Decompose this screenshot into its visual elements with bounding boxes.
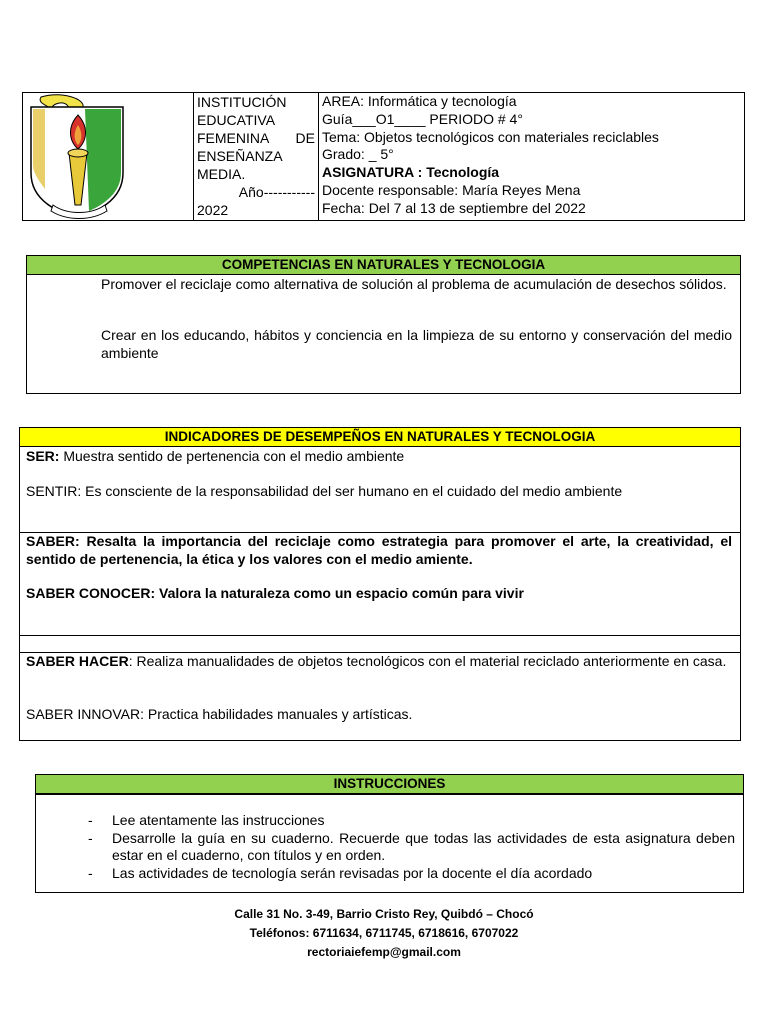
area-text: AREA: Informática y tecnología <box>322 93 517 109</box>
docente-text: Docente responsable: María Reyes Mena <box>322 181 581 198</box>
institution-line: ENSEÑANZA <box>197 148 283 164</box>
tema-text: Tema: Objetos tecnológicos con materiales reciclables <box>322 128 659 145</box>
institution-cell <box>194 93 319 220</box>
competencia-item: Crear en los educando, hábitos y conciencia en la limpieza de su entorno y conservación del medio ambiente <box>101 327 732 361</box>
institution-line: MEDIA. <box>197 166 246 182</box>
instrucciones-list <box>88 812 735 882</box>
competencias-title: COMPETENCIAS EN NATURALES Y TECNOLOGIA <box>27 256 740 275</box>
saber-innovar-indicator: SABER INNOVAR: Practica habilidades manuales y artísticas. <box>26 706 413 722</box>
saber-conocer-indicator: SABER CONOCER: Valora la naturaleza como un espacio común para vivir <box>26 585 524 601</box>
competencia-item: Promover el reciclaje como alternativa de solución al problema de acumulación de desechos sólidos. <box>101 276 727 292</box>
divider <box>36 794 743 795</box>
school-crest-logo <box>23 93 194 220</box>
list-item: - Lee atentamente las instrucciones <box>88 812 735 830</box>
indicadores-title: INDICADORES DE DESEMPEÑOS EN NATURALES Y TECNOLOGIA <box>20 428 740 447</box>
logo-cell <box>23 93 194 220</box>
ser-label: SER: <box>26 448 60 464</box>
ser-text: Muestra sentido de pertenencia con el medio ambiente <box>59 448 405 464</box>
grado-text: Grado: _ 5° <box>322 146 394 163</box>
footer-phones: Teléfonos: 6711634, 6711745, 6718616, 6707022 <box>249 926 519 940</box>
saber-hacer-text: : Realiza manualidades de objetos tecnológicos con el material reciclado anteriormente en casa. <box>128 653 727 669</box>
year-value: 2022 <box>197 202 229 218</box>
institution-word: FEMENINA <box>197 130 270 146</box>
divider <box>20 635 740 636</box>
competencias-section <box>26 255 741 394</box>
saber-hacer-indicator <box>26 653 732 671</box>
info-cell <box>319 93 744 220</box>
institution-word: DE <box>295 130 315 146</box>
saber-indicator: SABER: Resalta la importancia del reciclaje como estrategia para promover el arte, la creatividad, el sentido de pertenencia, la ética y los valores con el medio amiente. <box>26 533 732 567</box>
instrucciones-section <box>35 774 744 893</box>
institution-line: EDUCATIVA <box>197 112 276 128</box>
guia-text: Guía___O1____ PERIODO # 4° <box>322 110 523 127</box>
list-item: - Las actividades de tecnología serán revisadas por la docente el día acordado <box>88 865 735 883</box>
header-table <box>22 92 745 221</box>
sentir-indicator: SENTIR: Es consciente de la responsabilidad del ser humano en el cuidado del medio ambiente <box>26 483 623 499</box>
list-item: - Desarrolle la guía en su cuaderno. Recuerde que todas las actividades de esta asignatura deben estar en el cuaderno, con títulos y en orden. <box>88 830 735 865</box>
instrucciones-title: INSTRUCCIONES <box>36 775 743 794</box>
ser-indicator <box>26 448 732 466</box>
institution-line <box>197 129 315 147</box>
footer-address: Calle 31 No. 3-49, Barrio Cristo Rey, Quibdó – Chocó <box>234 907 534 921</box>
footer <box>0 905 768 962</box>
fecha-text: Fecha: Del 7 al 13 de septiembre del 2022 <box>322 199 586 216</box>
year-label: Año----------- <box>238 184 315 200</box>
indicadores-section <box>19 427 741 741</box>
saber-hacer-label: SABER HACER <box>26 653 129 669</box>
footer-email[interactable]: rectoriaiefemp@gmail.com <box>307 945 461 959</box>
asignatura-text: ASIGNATURA : Tecnología <box>322 164 500 181</box>
institution-line: INSTITUCIÓN <box>197 94 287 110</box>
